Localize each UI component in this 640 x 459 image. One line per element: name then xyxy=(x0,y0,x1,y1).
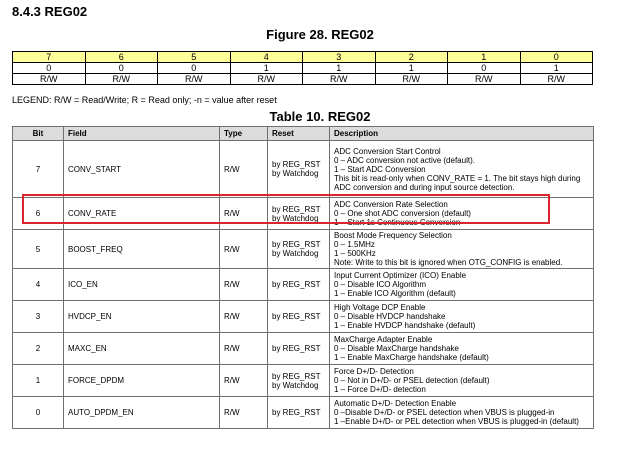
bit-number-cell: 5 xyxy=(158,52,231,63)
register-bit-map xyxy=(12,51,593,85)
description-line: Note: Write to this bit is ignored when OTG_CONFIG is enabled. xyxy=(334,258,563,267)
access-cell: R/W xyxy=(13,74,86,85)
reset-value-row xyxy=(13,63,593,74)
description-line: 1 – Force D+/D- detection xyxy=(334,385,426,394)
reset-cell xyxy=(268,365,330,397)
description-line: MaxCharge Adapter Enable xyxy=(334,335,433,344)
description-line: High Voltage DCP Enable xyxy=(334,303,426,312)
description-line: 0 – One shot ADC conversion (default) xyxy=(334,209,471,218)
description-line: 1 –Enable D+/D- or PEL detection when VBUS is plugged-in (default) xyxy=(334,417,579,426)
reset-cell xyxy=(268,269,330,301)
description-line: ADC Conversion Start Control xyxy=(334,146,441,156)
table-row xyxy=(13,269,594,301)
description-line: 1 – Enable HVDCP handshake (default) xyxy=(334,321,476,330)
column-header-type: Type xyxy=(220,127,268,141)
bit-cell: 2 xyxy=(13,333,64,365)
reset-line: by Watchdog xyxy=(272,169,319,178)
table-row xyxy=(13,301,594,333)
reset-line: by REG_RST xyxy=(272,240,321,249)
description-line: 0 –Disable D+/D- or PSEL detection when VBUS is plugged-in xyxy=(334,408,555,417)
description-line: 1 – Start 1s Continuous Conversion xyxy=(334,218,461,227)
reset-cell xyxy=(268,198,330,230)
table-row xyxy=(13,333,594,365)
description-line: 0 – Disable MaxCharge handshake xyxy=(334,344,459,353)
bit-number-cell: 4 xyxy=(230,52,303,63)
reset-cell xyxy=(268,230,330,269)
reset-value-cell: 1 xyxy=(303,63,376,74)
description-line: 0 – Not in D+/D- or PSEL detection (default) xyxy=(334,376,490,385)
bit-cell: 0 xyxy=(13,397,64,429)
bit-number-cell: 2 xyxy=(375,52,448,63)
reset-line: by Watchdog xyxy=(272,380,319,390)
access-cell: R/W xyxy=(520,74,593,85)
reset-value-cell: 0 xyxy=(13,63,86,74)
description-line: Input Current Optimizer (ICO) Enable xyxy=(334,271,467,280)
column-header-field: Field xyxy=(64,127,220,141)
type-cell: R/W xyxy=(220,198,268,230)
type-cell: R/W xyxy=(220,397,268,429)
description-cell xyxy=(330,198,594,230)
description-cell xyxy=(330,397,594,429)
table-row xyxy=(13,365,594,397)
table-header-row xyxy=(13,127,594,141)
description-cell xyxy=(330,269,594,301)
description-cell xyxy=(330,230,594,269)
reset-line: by Watchdog xyxy=(272,249,319,258)
description-line: 0 – 1.5MHz xyxy=(334,240,375,249)
description-cell xyxy=(330,141,594,198)
field-cell: CONV_START xyxy=(64,141,220,198)
register-field-table xyxy=(12,126,594,429)
access-row xyxy=(13,74,593,85)
type-cell: R/W xyxy=(220,141,268,198)
reset-value-cell: 0 xyxy=(85,63,158,74)
description-line: This bit is read-only when CONV_RATE = 1. The bit stays high during xyxy=(334,173,581,183)
reset-cell xyxy=(268,141,330,198)
access-cell: R/W xyxy=(230,74,303,85)
bit-cell: 7 xyxy=(13,141,64,198)
description-line: ADC conversion and during input source detection. xyxy=(334,182,515,192)
reset-cell xyxy=(268,301,330,333)
type-cell: R/W xyxy=(220,230,268,269)
reset-value-cell: 1 xyxy=(375,63,448,74)
description-line: 0 – Disable ICO Algorithm xyxy=(334,280,427,289)
reset-cell xyxy=(268,397,330,429)
access-cell: R/W xyxy=(303,74,376,85)
legend: LEGEND: R/W = Read/Write; R = Read only; -n = value after reset xyxy=(12,95,277,105)
section-heading: 8.4.3 REG02 xyxy=(12,4,88,19)
bit-cell: 5 xyxy=(13,230,64,269)
column-header-description: Description xyxy=(330,127,594,141)
reset-cell xyxy=(268,333,330,365)
type-cell: R/W xyxy=(220,365,268,397)
description-line: 1 – Start ADC Conversion xyxy=(334,164,426,174)
table-body xyxy=(13,141,594,429)
description-line: Boost Mode Frequency Selection xyxy=(334,231,452,240)
bit-cell: 6 xyxy=(13,198,64,230)
table-row xyxy=(13,198,594,230)
description-cell xyxy=(330,301,594,333)
reset-line: by REG_RST xyxy=(272,204,321,214)
field-cell: CONV_RATE xyxy=(64,198,220,230)
type-cell: R/W xyxy=(220,301,268,333)
description-line: Force D+/D- Detection xyxy=(334,367,414,376)
bit-cell: 4 xyxy=(13,269,64,301)
reset-value-cell: 0 xyxy=(448,63,521,74)
field-cell: HVDCP_EN xyxy=(64,301,220,333)
bit-number-row xyxy=(13,52,593,63)
table-row xyxy=(13,141,594,198)
description-line: 1 – Enable MaxCharge handshake (default) xyxy=(334,353,489,362)
field-cell: MAXC_EN xyxy=(64,333,220,365)
reset-line: by REG_RST xyxy=(272,312,321,321)
table-row xyxy=(13,230,594,269)
reset-value-cell: 0 xyxy=(158,63,231,74)
reset-line: by Watchdog xyxy=(272,213,319,223)
bit-number-cell: 7 xyxy=(13,52,86,63)
reset-line: by REG_RST xyxy=(272,160,321,169)
reset-value-cell: 1 xyxy=(520,63,593,74)
reset-line: by REG_RST xyxy=(272,344,321,353)
description-cell xyxy=(330,333,594,365)
bit-number-cell: 0 xyxy=(520,52,593,63)
field-cell: FORCE_DPDM xyxy=(64,365,220,397)
bit-number-cell: 6 xyxy=(85,52,158,63)
table-row xyxy=(13,397,594,429)
type-cell: R/W xyxy=(220,333,268,365)
table-title: Table 10. REG02 xyxy=(269,109,371,124)
figure-title: Figure 28. REG02 xyxy=(266,27,374,42)
bit-number-cell: 3 xyxy=(303,52,376,63)
field-cell: BOOST_FREQ xyxy=(64,230,220,269)
description-line: Automatic D+/D- Detection Enable xyxy=(334,399,457,408)
description-line: 1 – 500KHz xyxy=(334,249,376,258)
reset-line: by REG_RST xyxy=(272,371,321,381)
bit-cell: 3 xyxy=(13,301,64,333)
column-header-bit: Bit xyxy=(13,127,64,141)
access-cell: R/W xyxy=(375,74,448,85)
bit-cell: 1 xyxy=(13,365,64,397)
column-header-reset: Reset xyxy=(268,127,330,141)
description-line: ADC Conversion Rate Selection xyxy=(334,200,448,209)
description-cell xyxy=(330,365,594,397)
access-cell: R/W xyxy=(85,74,158,85)
reset-line: by REG_RST xyxy=(272,280,321,289)
description-line: 1 – Enable ICO Algorithm (default) xyxy=(334,289,456,298)
field-cell: ICO_EN xyxy=(64,269,220,301)
description-line: 0 – Disable HVDCP handshake xyxy=(334,312,446,321)
description-line: 0 – ADC conversion not active (default). xyxy=(334,155,475,165)
type-cell: R/W xyxy=(220,269,268,301)
access-cell: R/W xyxy=(158,74,231,85)
access-cell: R/W xyxy=(448,74,521,85)
reset-line: by REG_RST xyxy=(272,408,321,417)
bit-number-cell: 1 xyxy=(448,52,521,63)
field-cell: AUTO_DPDM_EN xyxy=(64,397,220,429)
reset-value-cell: 1 xyxy=(230,63,303,74)
